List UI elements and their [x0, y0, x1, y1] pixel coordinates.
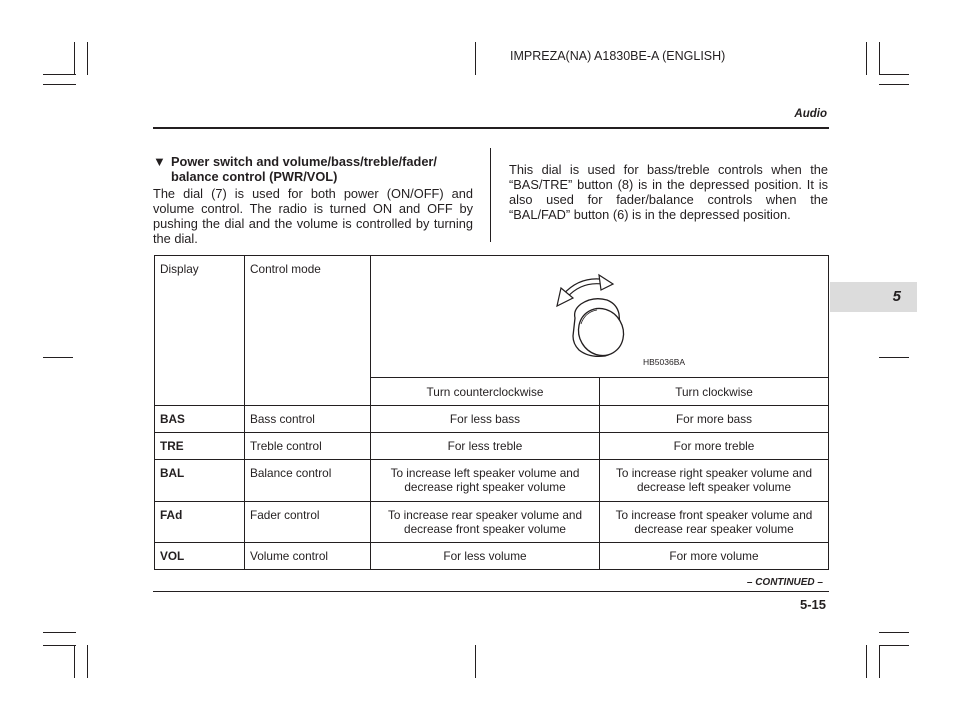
display-cell: BAL: [155, 460, 245, 502]
control-mode-cell: Fader control: [245, 502, 371, 543]
control-mode-cell: Balance control: [245, 460, 371, 502]
counterclockwise-cell: For less treble: [371, 433, 600, 460]
dial-rotation-icon: [555, 266, 675, 366]
counterclockwise-cell: To increase left speaker volume and decrease right speaker volume: [371, 460, 600, 502]
table-row: [155, 502, 829, 543]
right-paragraph: This dial is used for bass/treble controls when the “BAS/TRE” button (8) is in the depressed position. It is also used for fader/balance controls when the “BAL/FAD” button (6) is in the depressed position.: [509, 162, 828, 222]
clockwise-cell: For more treble: [600, 433, 829, 460]
clockwise-cell: To increase front speaker volume and decrease rear speaker volume: [600, 502, 829, 543]
control-table: [154, 255, 829, 570]
display-cell: FAd: [155, 502, 245, 543]
chapter-tab: [830, 282, 917, 312]
section-heading: [153, 154, 473, 184]
column-divider: [490, 148, 491, 242]
header-rule: [153, 127, 829, 129]
heading-text: Power switch and volume/bass/treble/fader/ balance control (PWR/VOL): [171, 154, 437, 184]
control-mode-cell: Volume control: [245, 543, 371, 570]
header-cw: Turn clockwise: [600, 378, 829, 406]
header-control-mode: Control mode: [245, 256, 371, 406]
display-cell: VOL: [155, 543, 245, 570]
table-row: [155, 543, 829, 570]
clockwise-cell: To increase right speaker volume and decrease left speaker volume: [600, 460, 829, 502]
table-row: [155, 406, 829, 433]
left-paragraph: The dial (7) is used for both power (ON/OFF) and volume control. The radio is turned ON and OFF by pushing the dial and the volume is controlled by turning the dial.: [153, 186, 473, 246]
left-column: [153, 154, 473, 246]
dial-illustration-cell: [371, 256, 829, 378]
control-mode-cell: Treble control: [245, 433, 371, 460]
header-ccw: Turn counterclockwise: [371, 378, 600, 406]
display-cell: BAS: [155, 406, 245, 433]
document-id: IMPREZA(NA) A1830BE-A (ENGLISH): [510, 49, 726, 63]
clockwise-cell: For more bass: [600, 406, 829, 433]
header-display: Display: [155, 256, 245, 406]
page-number: 5-15: [799, 597, 826, 612]
continued-note: – CONTINUED –: [746, 577, 823, 588]
counterclockwise-cell: For less bass: [371, 406, 600, 433]
display-cell: TRE: [155, 433, 245, 460]
table-row: [155, 460, 829, 502]
control-mode-cell: Bass control: [245, 406, 371, 433]
triangle-bullet-icon: ▼: [153, 154, 166, 169]
clockwise-cell: For more volume: [600, 543, 829, 570]
figure-code: HB5036BA: [643, 357, 686, 367]
footer-rule: [153, 591, 829, 592]
section-title: Audio: [794, 108, 827, 120]
counterclockwise-cell: To increase rear speaker volume and decrease front speaker volume: [371, 502, 600, 543]
table-header-row: [155, 256, 829, 378]
chapter-number: 5: [892, 288, 901, 305]
table-row: [155, 433, 829, 460]
counterclockwise-cell: For less volume: [371, 543, 600, 570]
